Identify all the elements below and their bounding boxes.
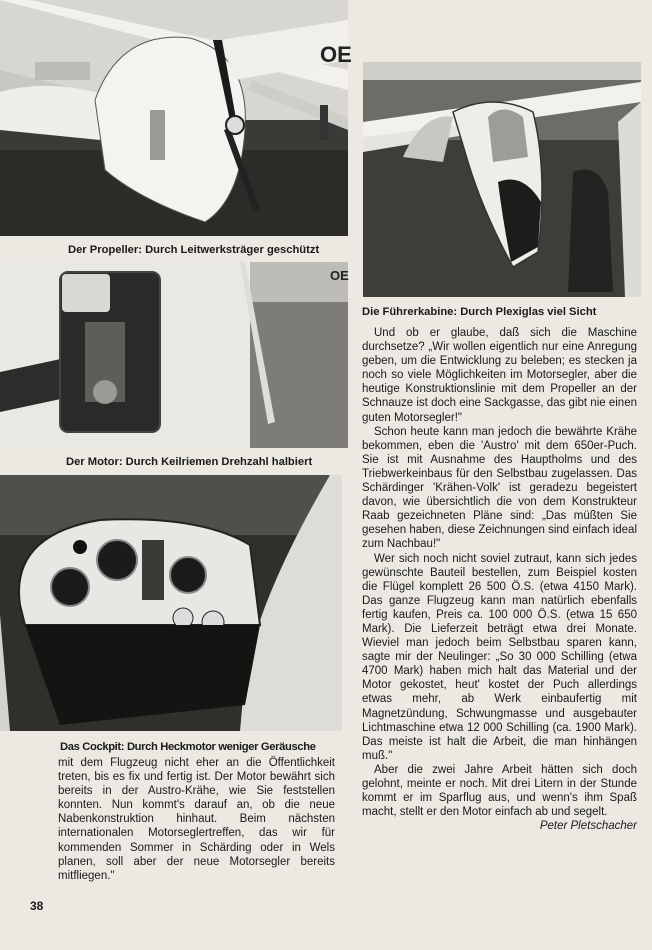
caption-motor: Der Motor: Durch Keilriemen Drehzahl halbiert [66,456,313,468]
author-signature: Peter Pletschacher [539,820,637,833]
left-column [58,756,335,883]
right-paragraph-1: Und ob er glaube, daß sich die Maschine durchsetze? „Wir wollen eigentlich nur eine Anregung geben, um die Entwicklung zu beleben; es stecken ja noch so viele Möglichkeiten im Motorsegler, aber die heutige Konstruktionslinie mit dem Propeller an der Schnauze ist doch eine Sackgasse, das gibt nie einen guten Motorsegler!" [362,327,637,424]
left-paragraph-1: mit dem Flugzeug nicht eher an die Öffentlichkeit treten, bis es fix und fertig ist. Der Motor bewährt sich bereits in der Austro-Krähe, wie Sie feststellen konnten. Nun kommt's darauf an, ob die neue Nabenkonstruktion hinhaut. Beim nächsten internationalen Motorseglertreffen, das wir für kommenden Sommer in Schärding oder in Wels planen, soll aber der neue Motorsegler bereits mitfliegen." [58,757,335,882]
photo-cabin [363,62,641,297]
page-number: 38 [30,899,44,913]
right-paragraph-3: Wer sich noch nicht soviel zutraut, kann sich jedes gewünschte Bauteil bestellen, zum Beispiel kosten die Flügel komplett 26 500 Ö.S. (etwa 4150 Mark). Das ganze Flugzeug kann man natürlich ebenfalls fertig kaufen, Preis ca. 100 000 Ö.S. (etwa 15 650 Mark). Die Lieferzeit beträgt etwa drei Monate. Wieviel man jedoch beim Selbstbau sparen kann, sagte mir der Neulinger: „So 30 000 Schilling (etwa 4700 Mark) haben mich halt das Material und der Motor gekostet, heut' kostet der Puch allerdings etwas mehr, ab Werk einbaufertig mit Magnetzündung, Schwungmasse und ausgebauter Lichtmaschine etwa 12 000 Schilling (ca. 1900 Mark). Das meiste ist halt die Arbeit, die man hinhängen muß." [362,552,637,762]
caption-propeller: Der Propeller: Durch Leitwerksträger geschützt [68,244,320,256]
right-column [362,326,637,833]
registration-motor: OE [330,268,349,283]
registration-top: OE [320,42,352,67]
right-paragraph-4-text: Aber die zwei Jahre Arbeit hätten sich doch gelohnt, meinte er noch. Mit drei Litern in der Stunde kommt er im Sparflug aus, und wenn's ihm Spaß macht, stellt er den Motor einfach ab und segelt. [362,763,637,819]
caption-cockpit: Das Cockpit: Durch Heckmotor weniger Geräusche [60,741,316,753]
right-paragraph-2: Schon heute kann man jedoch die bewährte Krähe bekommen, eben die 'Austro' mit dem 650er-Puch. Sie ist mit Ausnahme des Hauptholms und des Triebwerkeinbaus für den Selbstbau zugelassen. Das Schärdinger 'Krähen-Volk' ist geradezu begeistert davon, wie übersichtlich die von dem Konstrukteur Raab gezeichneten Pläne sind: „Das müßten Sie gesehen haben, diese Zeichnungen sind einfach ideal zum Nachbau!" [362,425,637,551]
right-paragraph-4 [362,763,637,833]
photo-motor [0,262,348,448]
caption-cabin: Die Führerkabine: Durch Plexiglas viel Sicht [362,306,597,318]
photo-cockpit [0,475,342,731]
photo-propeller [0,0,352,236]
